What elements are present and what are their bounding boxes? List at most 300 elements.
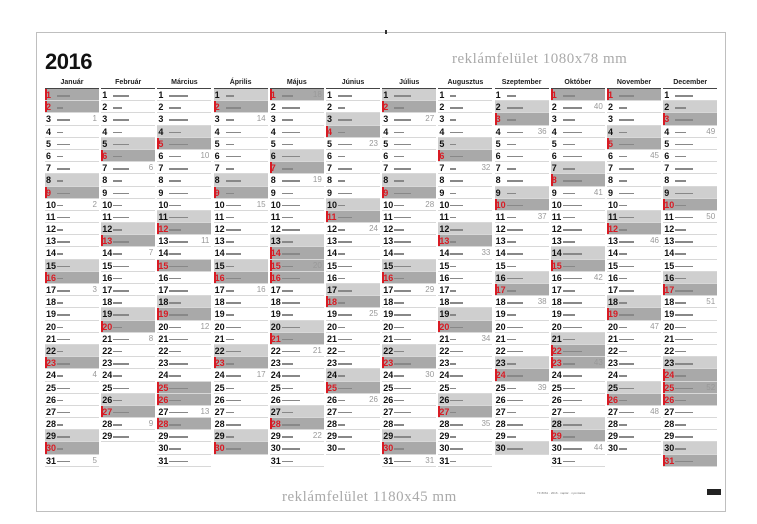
month-column <box>438 77 492 467</box>
day-cell <box>663 272 717 284</box>
day-number: 21 <box>383 333 394 344</box>
nameday-text <box>113 241 129 243</box>
day-cell <box>382 406 436 418</box>
nameday-text <box>169 205 181 207</box>
nameday-text <box>563 95 575 97</box>
nameday-text <box>338 229 345 231</box>
day-cell <box>101 382 155 394</box>
nameday-text <box>619 388 634 390</box>
nameday-text <box>563 266 575 268</box>
nameday-text <box>394 375 404 377</box>
day-number: 14 <box>439 248 450 259</box>
day-number: 8 <box>214 175 220 186</box>
nameday-text <box>169 375 181 377</box>
day-cell <box>438 138 492 150</box>
day-cell <box>382 345 436 357</box>
day-cell <box>551 455 605 467</box>
nameday-text <box>338 351 345 353</box>
day-number: 19 <box>158 309 169 320</box>
footnote: TF 8061 · 2016 · naptár · nyomtatás <box>537 491 586 495</box>
day-cell <box>270 162 324 174</box>
nameday-text <box>169 448 181 450</box>
day-cell <box>326 223 380 235</box>
day-number: 17 <box>664 285 675 295</box>
day-number: 21 <box>495 333 506 344</box>
day-number: 26 <box>158 394 169 405</box>
nameday-text <box>57 436 70 438</box>
nameday-text <box>619 217 634 219</box>
nameday-text <box>675 241 693 243</box>
nameday-text <box>282 168 293 170</box>
day-number: 21 <box>102 333 113 344</box>
day-number: 11 <box>551 211 562 222</box>
nameday-text <box>563 168 575 170</box>
day-cell <box>157 357 211 369</box>
nameday-text <box>563 400 582 402</box>
day-cell <box>663 150 717 162</box>
day-cell <box>382 174 436 186</box>
day-cell <box>551 162 605 174</box>
nameday-text <box>563 339 575 341</box>
nameday-text <box>507 290 516 292</box>
day-number: 31 <box>383 455 394 466</box>
nameday-text <box>675 193 693 195</box>
week-number: 7 <box>148 248 154 258</box>
week-number: 15 <box>256 199 266 209</box>
nameday-text <box>226 388 234 390</box>
day-cell <box>438 162 492 174</box>
day-cell <box>438 430 492 442</box>
day-number: 20 <box>327 321 338 332</box>
month-name: Május <box>270 77 324 89</box>
day-number: 14 <box>214 248 225 259</box>
week-number: 1 <box>92 114 97 124</box>
day-number: 20 <box>46 321 57 332</box>
day-cell <box>326 89 380 101</box>
day-cell <box>45 394 99 406</box>
day-cell <box>382 89 436 101</box>
day-cell <box>382 442 436 454</box>
day-number: 13 <box>102 236 113 247</box>
day-cell <box>326 187 380 199</box>
day-number: 6 <box>439 150 445 161</box>
nameday-text <box>282 400 300 402</box>
nameday-text <box>450 351 463 353</box>
nameday-text <box>113 278 122 280</box>
day-cell <box>101 296 155 308</box>
day-number: 22 <box>608 345 619 356</box>
nameday-text <box>282 217 293 219</box>
day-number: 6 <box>495 150 501 161</box>
week-number: 44 <box>593 443 603 453</box>
day-number: 30 <box>551 443 562 454</box>
day-number: 29 <box>158 431 169 442</box>
day-cell <box>326 150 380 162</box>
day-cell <box>45 357 99 369</box>
day-cell <box>551 418 605 430</box>
week-number: 24 <box>369 224 378 234</box>
nameday-text <box>338 339 352 341</box>
day-cell <box>157 272 211 284</box>
day-number: 9 <box>158 187 164 198</box>
day-number: 14 <box>102 248 113 259</box>
nameday-text <box>113 217 129 219</box>
nameday-text <box>57 241 70 243</box>
day-cell <box>663 442 717 454</box>
day-number: 13 <box>664 236 675 247</box>
day-number: 7 <box>158 163 164 174</box>
nameday-text <box>169 302 181 304</box>
day-number: 19 <box>439 309 450 320</box>
day-number: 7 <box>439 163 445 174</box>
day-cell <box>551 235 605 247</box>
week-number: 23 <box>369 138 378 148</box>
day-cell <box>101 150 155 162</box>
day-number: 13 <box>383 236 394 247</box>
nameday-text <box>282 424 300 426</box>
day-number: 26 <box>439 394 450 405</box>
day-number: 25 <box>158 382 169 393</box>
day-number: 30 <box>46 443 57 454</box>
nameday-text <box>282 290 293 292</box>
nameday-text <box>113 327 122 329</box>
nameday-text <box>507 351 523 353</box>
day-cell <box>663 455 717 467</box>
day-number: 27 <box>214 406 225 417</box>
day-number: 7 <box>383 163 389 174</box>
day-cell <box>607 284 661 296</box>
nameday-text <box>507 205 523 207</box>
day-cell <box>326 406 380 418</box>
day-number: 18 <box>46 297 57 308</box>
day-number: 15 <box>664 260 675 271</box>
day-number: 7 <box>327 163 333 174</box>
day-cell <box>663 247 717 259</box>
day-cell <box>270 382 324 394</box>
nameday-text <box>282 266 293 268</box>
nameday-text <box>563 327 582 329</box>
day-cell <box>663 333 717 345</box>
day-cell <box>326 442 380 454</box>
day-number: 21 <box>327 333 338 344</box>
day-cell <box>607 394 661 406</box>
day-cell <box>270 369 324 381</box>
day-number: 29 <box>495 431 506 442</box>
nameday-text <box>619 339 634 341</box>
nameday-text <box>226 302 241 304</box>
day-cell <box>438 235 492 247</box>
day-cell <box>551 89 605 101</box>
day-cell <box>157 211 211 223</box>
day-cell <box>326 260 380 272</box>
nameday-text <box>563 302 582 304</box>
day-number: 10 <box>270 199 281 210</box>
nameday-text <box>675 229 686 231</box>
day-cell <box>551 150 605 162</box>
day-number: 12 <box>439 224 450 235</box>
day-cell <box>214 150 268 162</box>
day-cell <box>214 101 268 113</box>
nameday-text <box>226 193 234 195</box>
week-number: 2 <box>92 199 97 209</box>
nameday-text <box>338 424 345 426</box>
day-number: 16 <box>551 272 562 283</box>
day-number: 9 <box>214 187 220 198</box>
day-number: 4 <box>608 126 614 137</box>
day-cell <box>157 455 211 467</box>
nameday-text <box>226 339 234 341</box>
day-number: 2 <box>327 102 333 113</box>
day-cell <box>663 223 717 235</box>
month-column <box>101 77 155 442</box>
day-cell <box>270 321 324 333</box>
day-number: 2 <box>439 102 445 113</box>
day-cell <box>551 406 605 418</box>
day-number: 14 <box>270 248 281 259</box>
day-cell <box>495 113 549 125</box>
day-cell <box>270 174 324 186</box>
day-number: 28 <box>102 419 113 430</box>
nameday-text <box>394 217 411 219</box>
day-number: 4 <box>551 126 557 137</box>
day-number: 20 <box>214 321 225 332</box>
day-cell <box>663 235 717 247</box>
day-number: 19 <box>327 309 338 320</box>
nameday-text <box>338 314 352 316</box>
nameday-text <box>113 107 122 109</box>
day-cell <box>214 138 268 150</box>
day-cell <box>438 187 492 199</box>
day-cell <box>214 260 268 272</box>
week-number: 26 <box>369 394 378 404</box>
day-cell <box>438 101 492 113</box>
day-number: 8 <box>495 175 501 186</box>
day-cell <box>157 235 211 247</box>
nameday-text <box>57 205 63 207</box>
day-cell <box>214 284 268 296</box>
day-cell <box>45 247 99 259</box>
day-cell <box>438 272 492 284</box>
day-number: 25 <box>664 382 675 393</box>
day-number: 12 <box>214 224 225 235</box>
day-cell <box>214 406 268 418</box>
day-number: 5 <box>327 138 333 149</box>
nameday-text <box>113 180 122 182</box>
nameday-text <box>675 266 693 268</box>
day-cell <box>382 235 436 247</box>
day-number: 3 <box>327 114 333 125</box>
day-number: 17 <box>608 285 619 295</box>
month-column <box>607 77 661 455</box>
nameday-text <box>282 205 300 207</box>
day-cell <box>45 406 99 418</box>
day-cell <box>214 235 268 247</box>
day-cell <box>663 394 717 406</box>
day-number: 27 <box>102 406 113 417</box>
day-number: 30 <box>270 443 281 454</box>
nameday-text <box>113 205 122 207</box>
day-number: 17 <box>270 285 281 295</box>
nameday-text <box>338 448 345 450</box>
week-number: 29 <box>425 285 435 294</box>
day-number: 30 <box>383 443 394 454</box>
nameday-text <box>450 241 456 243</box>
day-cell <box>438 113 492 125</box>
day-number: 24 <box>102 370 113 381</box>
nameday-text <box>675 119 693 121</box>
day-cell <box>101 235 155 247</box>
day-cell <box>214 162 268 174</box>
nameday-text <box>282 339 293 341</box>
day-number: 20 <box>664 321 675 332</box>
nameday-text <box>226 327 241 329</box>
nameday-text <box>619 132 627 134</box>
day-number: 17 <box>439 285 450 295</box>
day-number: 11 <box>664 211 674 222</box>
day-number: 5 <box>495 138 501 149</box>
day-number: 3 <box>102 114 108 125</box>
nameday-text <box>113 400 122 402</box>
nameday-text <box>282 302 300 304</box>
nameday-text <box>507 412 516 414</box>
nameday-text <box>450 266 456 268</box>
day-cell <box>326 369 380 381</box>
nameday-text <box>675 278 686 280</box>
day-number: 22 <box>102 345 113 356</box>
day-cell <box>495 333 549 345</box>
day-number: 24 <box>551 370 562 381</box>
nameday-text <box>450 302 463 304</box>
day-number: 20 <box>102 321 113 332</box>
day-number: 25 <box>46 382 57 393</box>
day-cell <box>495 272 549 284</box>
day-cell <box>438 418 492 430</box>
day-cell <box>551 101 605 113</box>
day-cell <box>270 126 324 138</box>
day-number: 16 <box>270 272 281 283</box>
day-cell <box>157 101 211 113</box>
nameday-text <box>619 266 634 268</box>
day-number: 14 <box>327 248 338 259</box>
day-cell <box>382 321 436 333</box>
day-cell <box>663 357 717 369</box>
nameday-text <box>113 314 129 316</box>
nameday-text <box>394 107 404 109</box>
day-number: 28 <box>158 419 169 430</box>
day-number: 19 <box>214 309 225 320</box>
day-number: 5 <box>270 138 276 149</box>
nameday-text <box>394 424 404 426</box>
day-number: 13 <box>608 236 619 247</box>
day-number: 17 <box>551 285 562 295</box>
day-cell <box>101 260 155 272</box>
nameday-text <box>338 375 345 377</box>
nameday-text <box>338 278 345 280</box>
nameday-text <box>675 217 693 219</box>
nameday-text <box>113 436 129 438</box>
day-cell <box>495 89 549 101</box>
nameday-text <box>507 253 523 255</box>
day-number: 13 <box>46 236 57 247</box>
day-cell <box>551 442 605 454</box>
nameday-text <box>169 95 188 97</box>
day-number: 19 <box>270 309 281 320</box>
nameday-text <box>619 168 634 170</box>
day-number: 25 <box>608 382 619 393</box>
nameday-text <box>338 436 352 438</box>
day-number: 6 <box>327 150 333 161</box>
day-cell <box>270 345 324 357</box>
nameday-text <box>675 400 686 402</box>
nameday-text <box>394 314 411 316</box>
day-cell <box>157 418 211 430</box>
day-cell <box>607 235 661 247</box>
day-number: 1 <box>383 90 389 100</box>
day-number: 2 <box>551 102 557 113</box>
day-cell <box>101 89 155 101</box>
day-cell <box>551 345 605 357</box>
nameday-text <box>282 461 293 463</box>
day-cell <box>495 235 549 247</box>
day-cell <box>270 333 324 345</box>
day-cell <box>382 162 436 174</box>
month-column <box>45 77 99 467</box>
nameday-text <box>507 241 516 243</box>
day-cell <box>438 260 492 272</box>
day-number: 6 <box>608 150 614 161</box>
day-number: 15 <box>327 260 338 271</box>
nameday-text <box>113 253 122 255</box>
nameday-text <box>619 180 627 182</box>
nameday-text <box>282 448 300 450</box>
nameday-text <box>169 119 188 121</box>
nameday-text <box>675 314 693 316</box>
day-cell <box>663 284 717 296</box>
day-number: 15 <box>439 260 450 271</box>
nameday-text <box>169 107 181 109</box>
day-cell <box>495 138 549 150</box>
nameday-text <box>450 229 463 231</box>
day-number: 21 <box>608 333 619 344</box>
day-cell <box>382 357 436 369</box>
nameday-text <box>450 95 456 97</box>
day-cell <box>326 272 380 284</box>
day-cell <box>157 260 211 272</box>
day-cell <box>101 418 155 430</box>
day-number: 28 <box>608 419 619 430</box>
day-cell <box>101 174 155 186</box>
nameday-text <box>226 241 234 243</box>
day-cell <box>101 308 155 320</box>
day-number: 28 <box>439 419 450 430</box>
month-name: Június <box>326 77 380 89</box>
day-number: 15 <box>102 260 113 271</box>
nameday-text <box>57 400 63 402</box>
nameday-text <box>563 132 582 134</box>
day-cell <box>438 394 492 406</box>
nameday-text <box>563 461 575 463</box>
day-number: 14 <box>158 248 169 259</box>
nameday-text <box>113 229 122 231</box>
day-number: 16 <box>383 272 394 283</box>
day-number: 26 <box>495 394 506 405</box>
week-number: 14 <box>256 114 266 124</box>
day-cell <box>663 101 717 113</box>
day-number: 5 <box>664 138 670 149</box>
day-cell <box>495 199 549 211</box>
day-number: 18 <box>608 297 619 308</box>
nameday-text <box>619 375 627 377</box>
